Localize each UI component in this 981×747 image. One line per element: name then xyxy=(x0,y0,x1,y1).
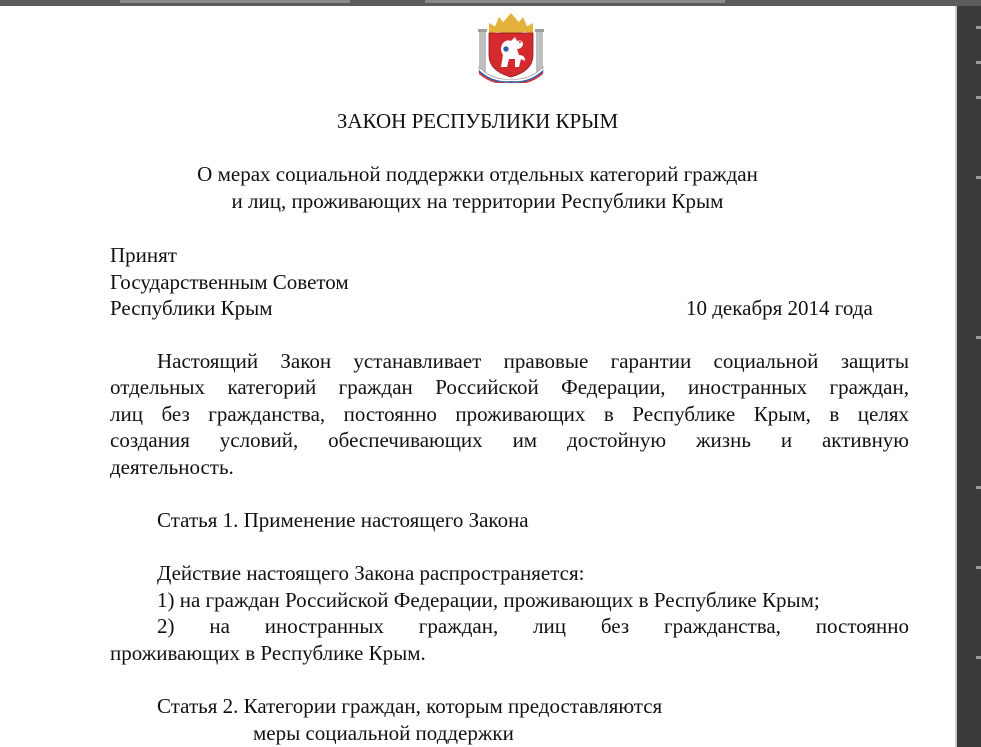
article-1-heading: Статья 1. Применение настоящего Закона xyxy=(157,508,529,532)
gutter-tick xyxy=(976,61,981,64)
gutter-tick xyxy=(976,176,981,179)
gutter-tick xyxy=(976,656,981,659)
document-page xyxy=(0,6,955,747)
gutter-tick xyxy=(976,566,981,569)
viewer-right-gutter[interactable] xyxy=(957,6,981,747)
adoption-date: 10 декабря 2014 года xyxy=(686,296,873,320)
top-bar-segment xyxy=(120,0,350,3)
gutter-tick xyxy=(976,336,981,339)
gutter-tick xyxy=(976,26,981,29)
article-1-item-2-line-1: 2) на иностранных граждан, лиц без гражданства, постоянно xyxy=(157,614,909,638)
gutter-tick xyxy=(976,486,981,489)
preamble-line-1: Настоящий Закон устанавливает правовые гарантии социальной защиты xyxy=(157,349,909,373)
law-title: ЗАКОН РЕСПУБЛИКИ КРЫМ xyxy=(336,109,619,133)
article-1-intro: Действие настоящего Закона распространяется: xyxy=(157,561,585,585)
adoption-line-3: Республики Крым xyxy=(110,296,273,320)
article-1-item-2-line-2: проживающих в Республике Крым. xyxy=(110,641,426,665)
article-1-item-1: 1) на граждан Российской Федерации, проживающих в Республике Крым; xyxy=(157,588,820,612)
law-subtitle-line-2: и лиц, проживающих на территории Республики Крым xyxy=(231,189,724,213)
crimea-coat-of-arms-icon xyxy=(473,9,549,83)
adoption-line-1: Принят xyxy=(110,243,177,267)
law-subtitle-line-1: О мерах социальной поддержки отдельных категорий граждан xyxy=(197,162,758,186)
article-2-heading-line-1: Статья 2. Категории граждан, которым предоставляются xyxy=(157,694,663,718)
gutter-tick xyxy=(976,96,981,99)
preamble-line-4: создания условий, обеспечивающих им достойную жизнь и активную xyxy=(110,428,909,452)
preamble-line-5: деятельность. xyxy=(110,455,234,479)
preamble-line-3: лиц без гражданства, постоянно проживающих в Республике Крым, в целях xyxy=(110,402,909,426)
top-bar-segment xyxy=(425,0,725,3)
adoption-line-2: Государственным Советом xyxy=(110,270,349,294)
preamble-line-2: отдельных категорий граждан Российской Федерации, иностранных граждан, xyxy=(110,375,909,399)
article-2-heading-line-2: меры социальной поддержки xyxy=(253,721,514,745)
